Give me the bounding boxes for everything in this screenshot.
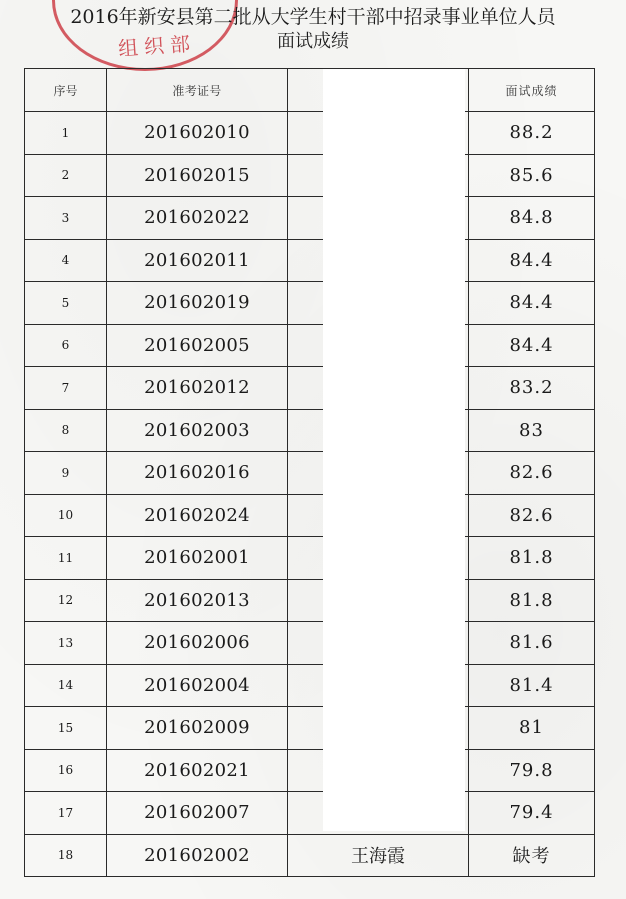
cell-score: 83 <box>469 409 595 452</box>
table-body <box>25 112 595 877</box>
cell-exam-id: 201602005 <box>107 324 288 367</box>
cell-exam-id: 201602015 <box>107 154 288 197</box>
cell-exam-id: 201602019 <box>107 282 288 325</box>
cell-exam-id: 201602009 <box>107 707 288 750</box>
cell-seq: 12 <box>25 579 107 622</box>
cell-score: 79.8 <box>469 749 595 792</box>
cell-seq: 3 <box>25 197 107 240</box>
cell-seq: 13 <box>25 622 107 665</box>
cell-seq: 1 <box>25 112 107 155</box>
table-row <box>25 579 595 622</box>
document-subtitle: 面试成绩 <box>277 31 349 52</box>
header-score: 面试成绩 <box>469 69 595 112</box>
cell-exam-id: 201602004 <box>107 664 288 707</box>
table-row <box>25 834 595 877</box>
cell-score: 81.8 <box>469 579 595 622</box>
cell-seq: 14 <box>25 664 107 707</box>
cell-seq: 2 <box>25 154 107 197</box>
table-row <box>25 282 595 325</box>
table-row <box>25 154 595 197</box>
cell-score: 82.6 <box>469 452 595 495</box>
cell-score: 84.4 <box>469 282 595 325</box>
cell-seq: 11 <box>25 537 107 580</box>
cell-seq: 8 <box>25 409 107 452</box>
table-row <box>25 239 595 282</box>
cell-score: 83.2 <box>469 367 595 410</box>
cell-seq: 17 <box>25 792 107 835</box>
cell-score: 84.4 <box>469 239 595 282</box>
cell-score: 84.4 <box>469 324 595 367</box>
cell-seq: 5 <box>25 282 107 325</box>
cell-seq: 10 <box>25 494 107 537</box>
cell-score: 81.6 <box>469 622 595 665</box>
cell-exam-id: 201602013 <box>107 579 288 622</box>
cell-seq: 6 <box>25 324 107 367</box>
table-row <box>25 452 595 495</box>
table-row <box>25 409 595 452</box>
table-row <box>25 792 595 835</box>
cell-seq: 16 <box>25 749 107 792</box>
header-exam-id: 准考证号 <box>107 69 288 112</box>
cell-score: 85.6 <box>469 154 595 197</box>
cell-score: 84.8 <box>469 197 595 240</box>
table-header-row <box>25 69 595 112</box>
cell-seq: 15 <box>25 707 107 750</box>
cell-exam-id: 201602022 <box>107 197 288 240</box>
cell-score: 82.6 <box>469 494 595 537</box>
table-row <box>25 324 595 367</box>
cell-score: 81.4 <box>469 664 595 707</box>
table-row <box>25 112 595 155</box>
score-table <box>24 68 595 877</box>
cell-score: 缺考 <box>469 834 595 877</box>
header-seq: 序号 <box>25 69 107 112</box>
cell-seq: 18 <box>25 834 107 877</box>
redaction-block <box>323 69 465 831</box>
cell-exam-id: 201602012 <box>107 367 288 410</box>
cell-seq: 7 <box>25 367 107 410</box>
cell-exam-id: 201602001 <box>107 537 288 580</box>
table-row <box>25 707 595 750</box>
cell-score: 88.2 <box>469 112 595 155</box>
cell-seq: 9 <box>25 452 107 495</box>
cell-score: 79.4 <box>469 792 595 835</box>
table-row <box>25 197 595 240</box>
cell-exam-id: 201602007 <box>107 792 288 835</box>
table-row <box>25 537 595 580</box>
table-row <box>25 494 595 537</box>
cell-name: 王海霞 <box>288 834 469 877</box>
table-row <box>25 622 595 665</box>
cell-exam-id: 201602006 <box>107 622 288 665</box>
official-seal-text: 组织部 <box>117 31 197 61</box>
table-row <box>25 749 595 792</box>
cell-exam-id: 201602021 <box>107 749 288 792</box>
table-row <box>25 664 595 707</box>
table-row <box>25 367 595 410</box>
cell-exam-id: 201602024 <box>107 494 288 537</box>
cell-score: 81.8 <box>469 537 595 580</box>
cell-exam-id: 201602002 <box>107 834 288 877</box>
cell-exam-id: 201602003 <box>107 409 288 452</box>
cell-seq: 4 <box>25 239 107 282</box>
cell-exam-id: 201602010 <box>107 112 288 155</box>
cell-exam-id: 201602016 <box>107 452 288 495</box>
document-title: 2016年新安县第二批从大学生村干部中招录事业单位人员 <box>70 6 556 28</box>
cell-score: 81 <box>469 707 595 750</box>
cell-exam-id: 201602011 <box>107 239 288 282</box>
